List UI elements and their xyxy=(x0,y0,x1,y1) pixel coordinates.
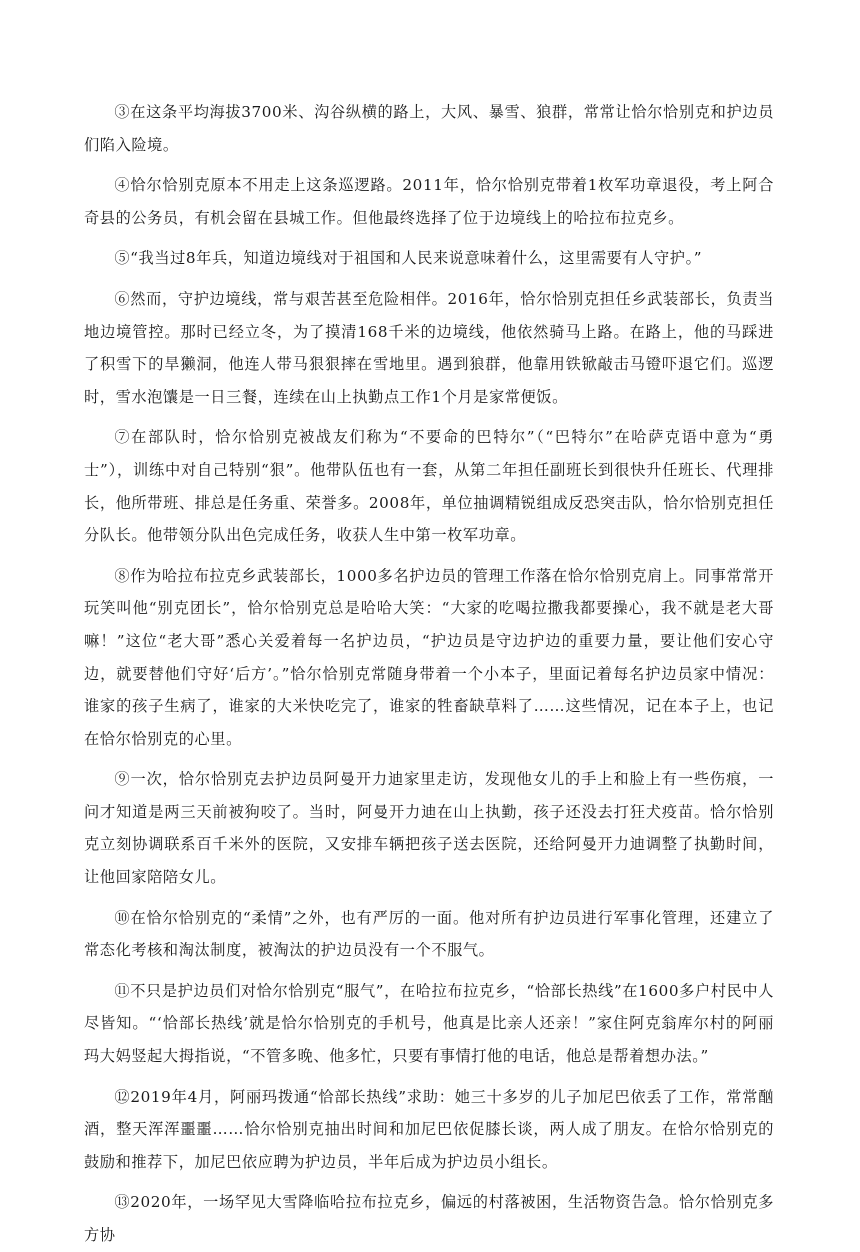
paragraph-6: ⑥然而，守护边境线，常与艰苦甚至危险相伴。2016年，恰尔恰别克担任乡武装部长，负责当地边境管控。那时已经立冬，为了摸清168千米的边境线，他依然骑马上路。在路上，他的马踩进了积雪下的旱獭洞，他连人带马狠狠摔在雪地里。遇到狼群，他靠用铁锨敲击马镫吓退它们。巡逻时，雪水泡馕是一日三餐，连续在山上执勤点工作1个月是家常便饭。 xyxy=(84,289,774,406)
paragraph-5: ⑤“我当过8年兵，知道边境线对于祖国和人民来说意味着什么，这里需要有人守护。” xyxy=(114,249,703,268)
paragraph-13: ⑬2020年，一场罕见大雪降临哈拉布拉克乡，偏远的村落被困，生活物资告急。恰尔恰别克多方协 xyxy=(84,1193,774,1244)
paragraph-8: ⑧作为哈拉布拉克乡武装部长，1000多名护边员的管理工作落在恰尔恰别克肩上。同事常常开玩笑叫他“别克团长”，恰尔恰别克总是哈哈大笑：“大家的吃喝拉撒我都要操心，我不就是老大哥嘛！”这位“老大哥”悉心关爱着每一名护边员，“护边员是守边护边的重要力量，要让他们安心守边，就要替他们守好‘后方’。”恰尔恰别克常随身带着一个小本子，里面记着每名护边员家中情况：谁家的孩子生病了，谁家的大米快吃完了，谁家的牲畜缺草料了……这些情况，记在本子上，也记在恰尔恰别克的心里。 xyxy=(84,566,774,748)
paragraph-12: ⑫2019年4月，阿丽玛拨通“恰部长热线”求助：她三十多岁的儿子加尼巴依丢了工作，常常酗酒，整天浑浑噩噩……恰尔恰别克抽出时间和加尼巴依促膝长谈，两人成了朋友。在恰尔恰别克的鼓励和推荐下，加尼巴依应聘为护边员，半年后成为护边员小组长。 xyxy=(84,1087,774,1171)
paragraph-3: ③在这条平均海拔3700米、沟谷纵横的路上，大风、暴雪、狼群，常常让恰尔恰别克和护边员们陷入险境。 xyxy=(84,103,774,154)
paragraph-9: ⑨一次，恰尔恰别克去护边员阿曼开力迪家里走访，发现他女儿的手上和脸上有一些伤痕，一问才知道是两三天前被狗咬了。当时，阿曼开力迪在山上执勤，孩子还没去打狂犬疫苗。恰尔恰别克立刻协调联系百千米外的医院，又安排车辆把孩子送去医院，还给阿曼开力迪调整了执勤时间，让他回家陪陪女儿。 xyxy=(84,770,774,887)
paragraph-10: ⑩在恰尔恰别克的“柔情”之外，也有严厉的一面。他对所有护边员进行军事化管理，还建立了常态化考核和淘汰制度，被淘汰的护边员没有一个不服气。 xyxy=(84,908,774,960)
paragraph-11: ⑪不只是护边员们对恰尔恰别克“服气”，在哈拉布拉克乡，“恰部长热线”在1600多户村民中人尽皆知。“‘恰部长热线’就是恰尔恰别克的手机号，他真是比亲人还亲！”家住阿克翁库尔村的阿丽玛大妈竖起大拇指说，“不管多晚、他多忙，只要有事情打他的电话，他总是帮着想办法。” xyxy=(84,981,774,1066)
paragraph-7: ⑦在部队时，恰尔恰别克被战友们称为“不要命的巴特尔”（“巴特尔”在哈萨克语中意为“勇士”），训练中对自己特别“狠”。他带队伍也有一套，从第二年担任副班长到很快升任班长、代理排长，他所带班、排总是任务重、荣誉多。2008年，单位抽调精锐组成反恐突击队，恰尔恰别克担任分队长。他带领分队出色完成任务，收获人生中第一枚军功章。 xyxy=(84,428,774,545)
paragraph-4: ④恰尔恰别克原本不用走上这条巡逻路。2011年，恰尔恰别克带着1枚军功章退役，考上阿合奇县的公务员，有机会留在县城工作。但他最终选择了位于边境线上的哈拉布拉克乡。 xyxy=(84,176,774,227)
